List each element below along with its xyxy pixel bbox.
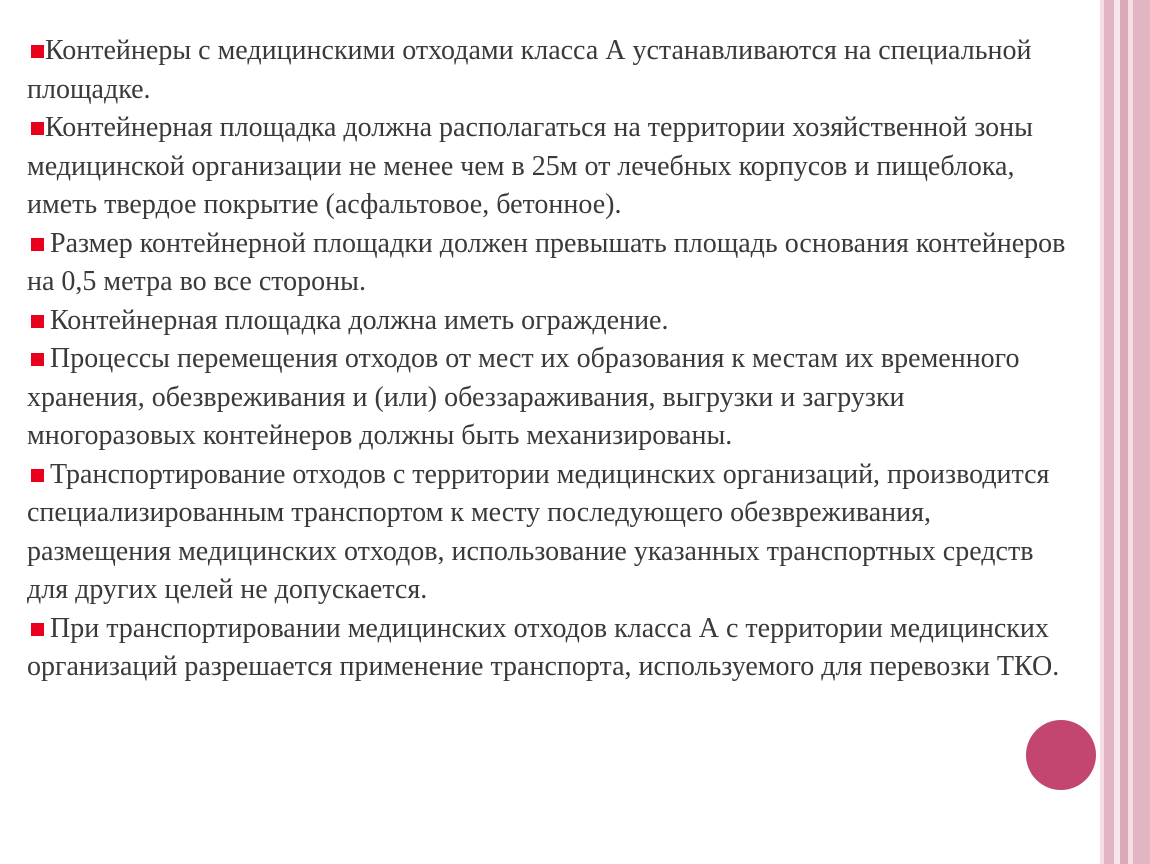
square-bullet-icon [31, 238, 44, 251]
bullet-paragraph [27, 456, 1077, 610]
decor-stripe [1104, 0, 1114, 864]
paragraph-text: Процессы перемещения отходов от мест их образования к местам их временного хранения, обезвреживания и (или) обеззараживания, выгрузки и загрузки многоразовых контейнеров должны быть механизированы. [27, 343, 1020, 451]
bullet-paragraph [27, 32, 1077, 109]
bullet-paragraph [27, 109, 1077, 225]
paragraph-text: Контейнерная площадка должна иметь ограждение. [50, 304, 669, 336]
square-bullet-icon [31, 45, 44, 58]
bullet-paragraph [27, 610, 1077, 687]
square-bullet-icon [31, 623, 44, 636]
square-bullet-icon [31, 469, 44, 482]
paragraph-text: Контейнерная площадка должна располагаться на территории хозяйственной зоны медицинской организации не менее чем в 25м от лечебных корпусов и пищеблока, иметь твердое покрытие (асфальтовое, бетонное). [27, 112, 1033, 220]
decor-stripe [1120, 0, 1128, 864]
square-bullet-icon [31, 353, 44, 366]
decor-stripe [1133, 0, 1150, 864]
bullet-paragraph [27, 225, 1077, 302]
square-bullet-icon [31, 315, 44, 328]
paragraph-text: Размер контейнерной площадки должен превышать площадь основания контейнеров на 0,5 метра во все стороны. [27, 227, 1066, 297]
bullet-paragraph [27, 302, 1077, 341]
bullet-paragraph [27, 340, 1077, 456]
paragraph-text: Транспортирование отходов с территории медицинских организаций, производится специализированным транспортом к месту последующего обезвреживания, размещения медицинских отходов, использование указанных транспортных средств для других целей не допускается. [27, 458, 1050, 605]
square-bullet-icon [31, 122, 44, 135]
slide-body [27, 32, 1077, 687]
paragraph-text: При транспортировании медицинских отходов класса А с территории медицинских организаций разрешается применение транспорта, используемого для перевозки ТКО. [27, 612, 1060, 682]
decor-circle [1026, 720, 1096, 790]
paragraph-text: Контейнеры с медицинскими отходами класса А устанавливаются на специальной площадке. [27, 35, 1032, 105]
